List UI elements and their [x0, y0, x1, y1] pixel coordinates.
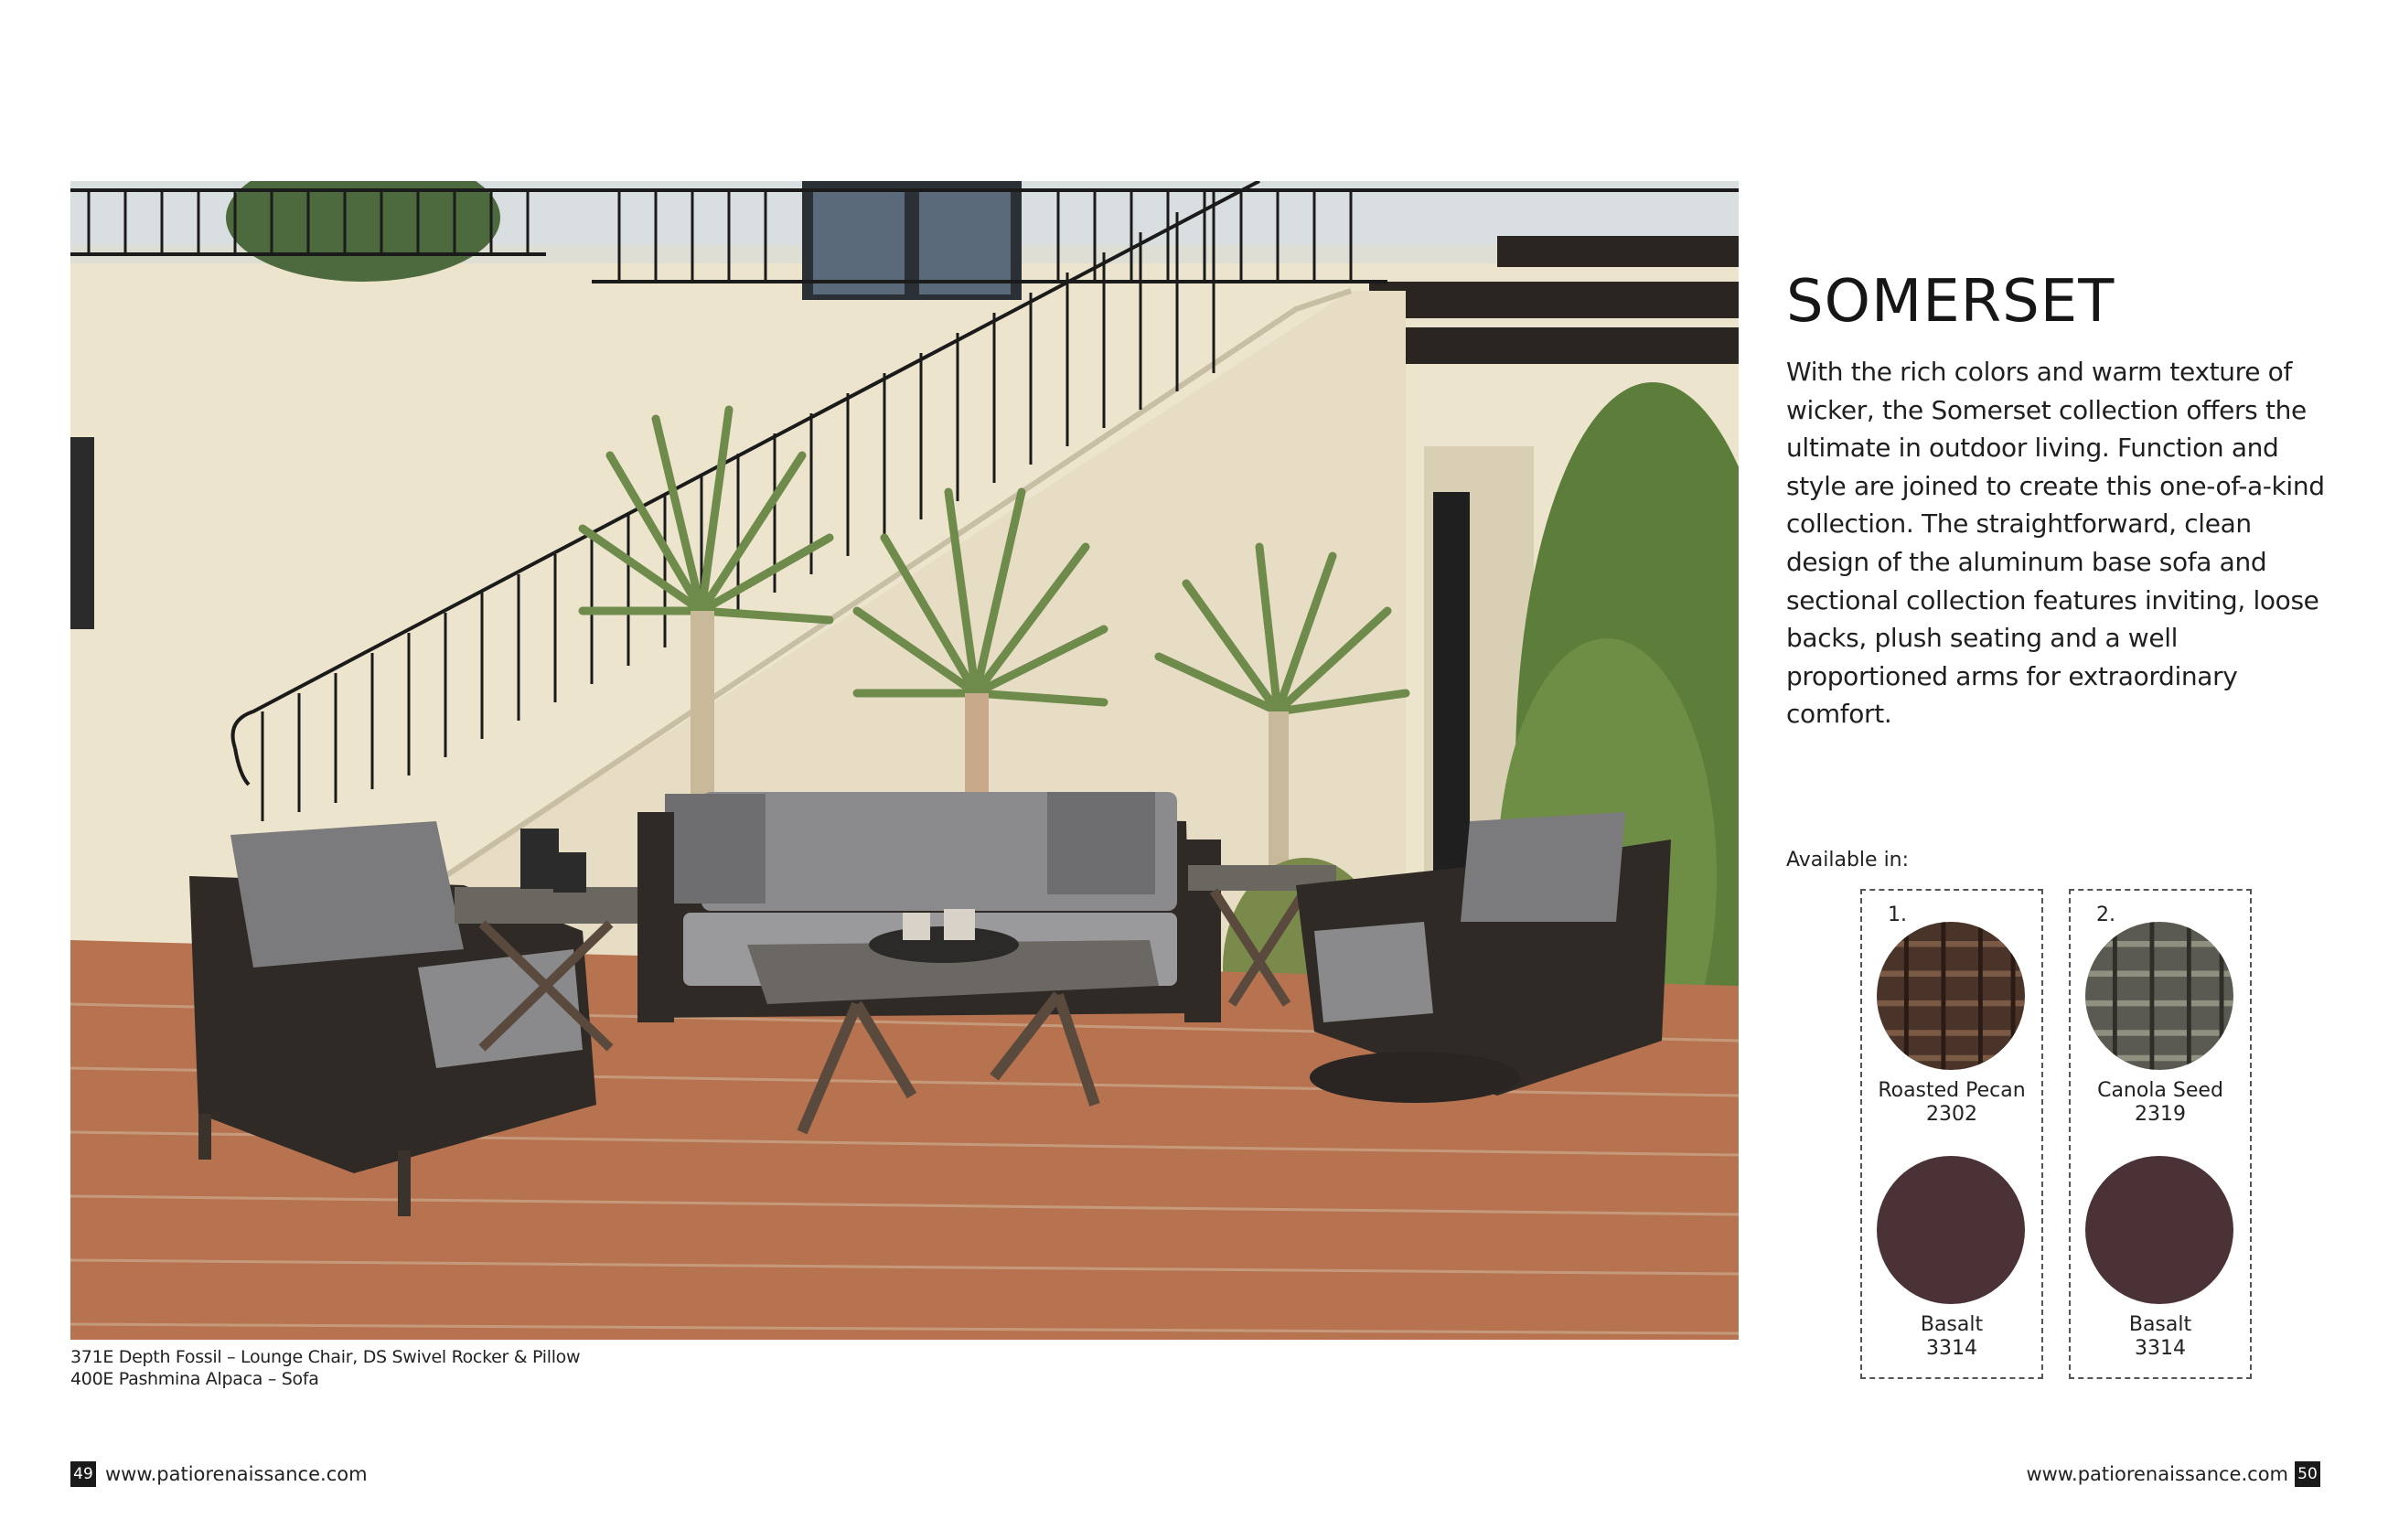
frame-finish-name: Basalt	[2128, 1313, 2192, 1336]
product-title: SOMERSET	[1786, 268, 2115, 336]
available-in-label: Available in:	[1786, 849, 1910, 872]
frame-finish-code: 3314	[1926, 1337, 1977, 1360]
option-number: 1.	[1888, 904, 1907, 926]
basalt-frame-swatch	[2085, 1156, 2233, 1304]
option-number: 2.	[2096, 904, 2115, 926]
wicker-finish-name: Canola Seed	[2097, 1079, 2223, 1102]
patio-scene-image	[70, 181, 1739, 1340]
finish-option-2	[2069, 889, 2252, 1379]
frame-finish-name: Basalt	[1920, 1313, 1984, 1336]
wicker-finish-code: 2302	[1926, 1103, 1977, 1126]
left-footer-url[interactable]: www.patiorenaissance.com	[105, 1463, 368, 1485]
left-page-number: 49	[70, 1461, 96, 1487]
right-footer-url[interactable]: www.patiorenaissance.com	[2026, 1463, 2288, 1485]
photo-caption	[70, 1346, 580, 1390]
product-photo	[70, 181, 1739, 1340]
right-page-number: 50	[2295, 1461, 2320, 1487]
finish-option-1	[1860, 889, 2043, 1379]
caption-line-1: 371E Depth Fossil – Lounge Chair, DS Swivel Rocker & Pillow	[70, 1347, 581, 1367]
wicker-texture-icon	[1877, 922, 2025, 1070]
wicker-finish-name: Roasted Pecan	[1878, 1079, 2026, 1102]
canola-seed-wicker-swatch	[2085, 922, 2233, 1070]
wicker-texture-icon	[2085, 922, 2233, 1070]
roasted-pecan-wicker-swatch	[1877, 922, 2025, 1070]
wicker-finish-code: 2319	[2135, 1103, 2186, 1126]
frame-finish-code: 3314	[2135, 1337, 2186, 1360]
basalt-frame-swatch	[1877, 1156, 2025, 1304]
product-description: With the rich colors and warm texture of wicker, the Somerset collection offers the ultimate in outdoor living. Function and style are joined to create this one-of-a-kind collection. The straightforward, clean design of the aluminum base sofa and sectional collection features inviting, loose backs, plush seating and a well proportioned arms for extraordinary comfort.	[1786, 357, 2325, 730]
caption-line-2: 400E Pashmina Alpaca – Sofa	[70, 1369, 319, 1389]
